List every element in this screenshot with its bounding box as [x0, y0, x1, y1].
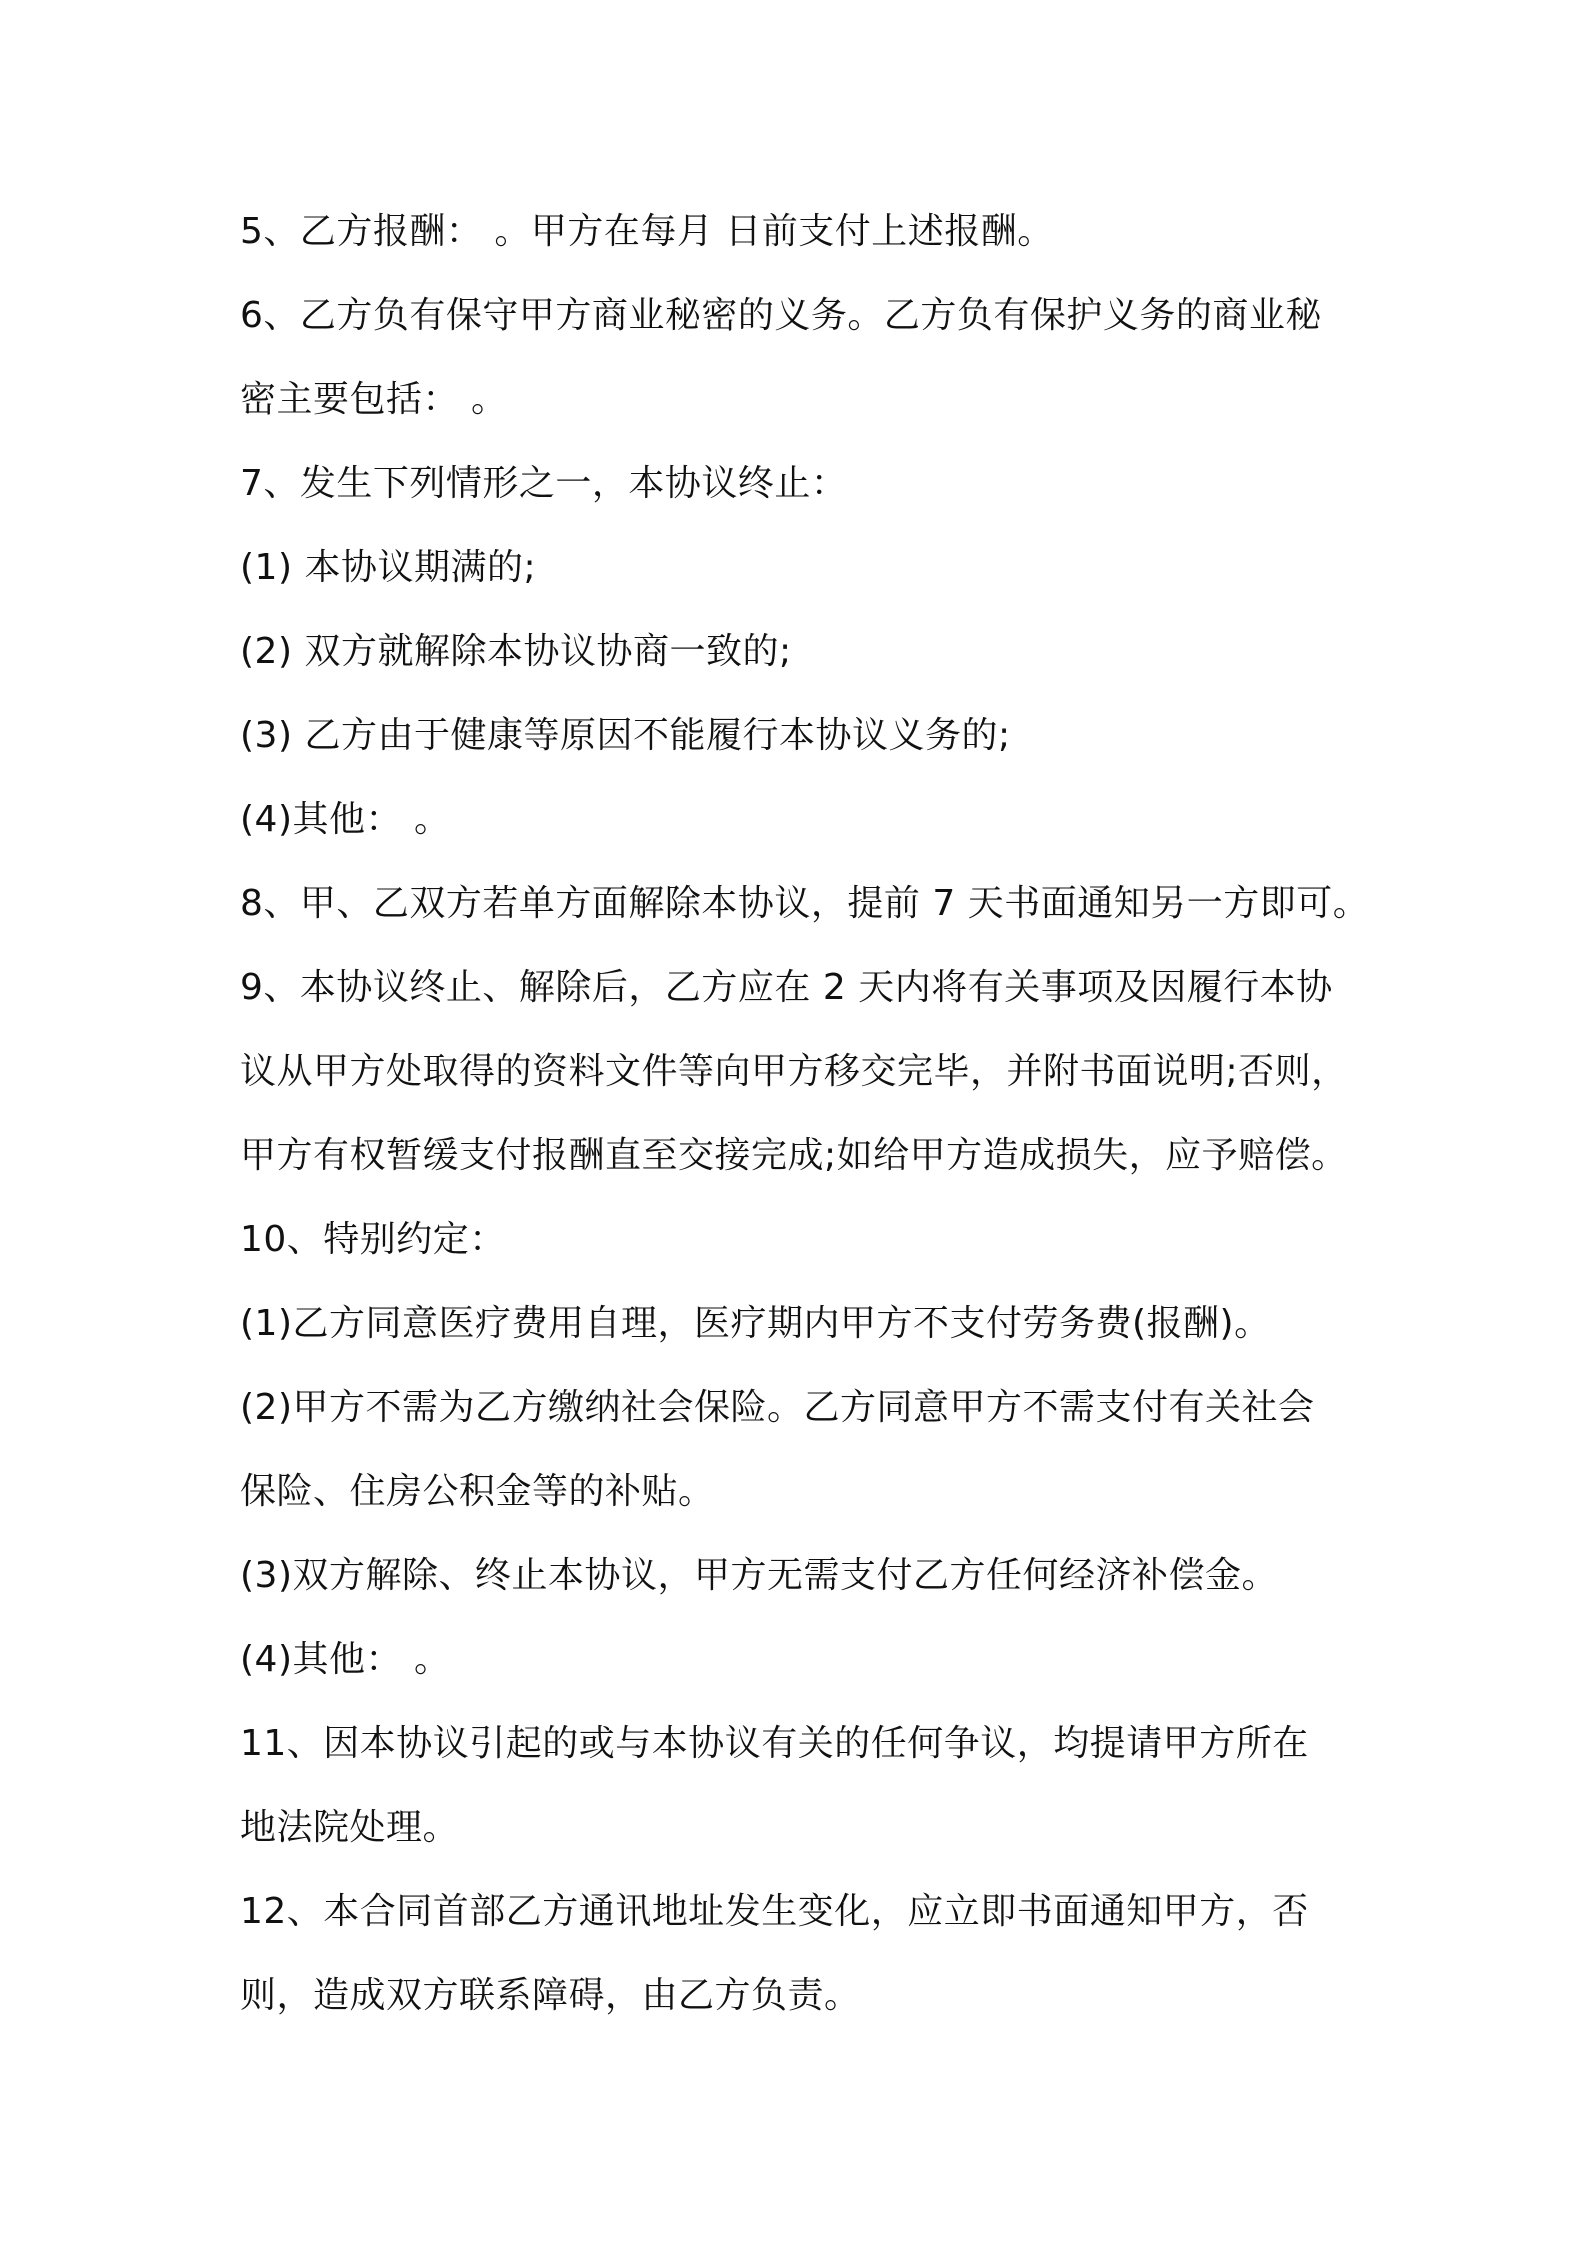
clause-7-item-1: (1) 本协议期满的; [240, 547, 537, 588]
clause-5-line: 5、乙方报酬： 。甲方在每月 日前支付上述报酬。 [240, 211, 1054, 252]
clause-11-line-2: 地法院处理。 [240, 1807, 460, 1848]
clause-9-line-2: 议从甲方处取得的资料文件等向甲方移交完毕，并附书面说明;否则， [240, 1051, 1348, 1092]
clause-10-item-2-line-2: 保险、住房公积金等的补贴。 [240, 1471, 715, 1512]
clause-11-line-1: 11、因本协议引起的或与本协议有关的任何争议，均提请甲方所在 [240, 1723, 1309, 1764]
clause-9-line-3: 甲方有权暂缓支付报酬直至交接完成;如给甲方造成损失，应予赔偿。 [240, 1135, 1348, 1176]
clause-7-item-2: (2) 双方就解除本协议协商一致的; [240, 631, 792, 672]
clause-10-item-4: (4)其他： 。 [240, 1639, 451, 1680]
clause-10-item-2-line-1: (2)甲方不需为乙方缴纳社会保险。乙方同意甲方不需支付有关社会 [240, 1387, 1315, 1428]
clause-6-line-2: 密主要包括： 。 [240, 379, 508, 420]
clause-7-item-3: (3) 乙方由于健康等原因不能履行本协议义务的; [240, 715, 1011, 756]
clause-6-line-1: 6、乙方负有保守甲方商业秘密的义务。乙方负有保护义务的商业秘 [240, 295, 1322, 336]
document-body [240, 190, 1370, 2038]
clause-9-line-1: 9、本协议终止、解除后，乙方应在 2 天内将有关事项及因履行本协 [240, 967, 1333, 1008]
clause-7-line: 7、发生下列情形之一，本协议终止： [240, 463, 848, 504]
clause-10-item-3: (3)双方解除、终止本协议，甲方无需支付乙方任何经济补偿金。 [240, 1555, 1278, 1596]
clause-10-item-1: (1)乙方同意医疗费用自理，医疗期内甲方不支付劳务费(报酬)。 [240, 1303, 1271, 1344]
clause-8-line: 8、甲、乙双方若单方面解除本协议，提前 7 天书面通知另一方即可。 [240, 883, 1370, 924]
clause-7-item-4: (4)其他： 。 [240, 799, 451, 840]
clause-10-line: 10、特别约定： [240, 1219, 506, 1260]
clause-12-line-1: 12、本合同首部乙方通讯地址发生变化，应立即书面通知甲方，否 [240, 1891, 1309, 1932]
clause-12-line-2: 则，造成双方联系障碍，由乙方负责。 [240, 1975, 861, 2016]
